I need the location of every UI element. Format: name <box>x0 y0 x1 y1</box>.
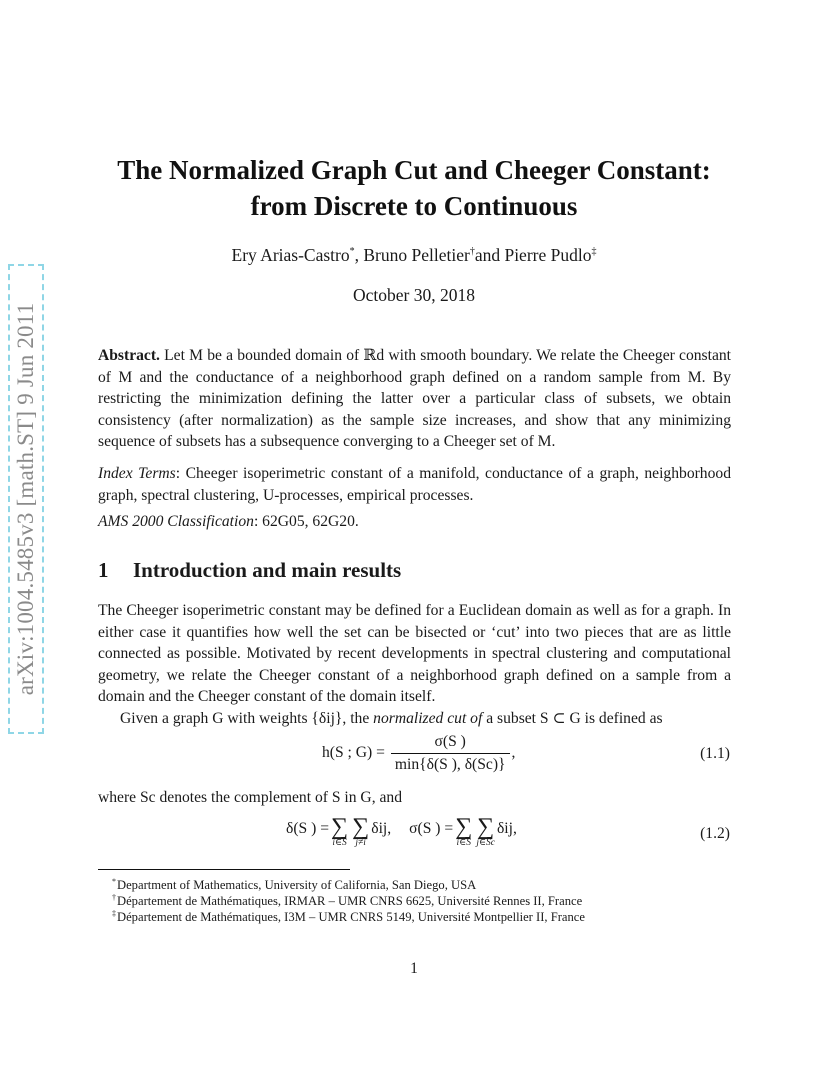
sum-sub-2b: j∈Sc <box>476 838 495 848</box>
author-3-mark: ‡ <box>591 246 597 257</box>
index-terms-label: Index Terms <box>98 465 176 482</box>
equation-1-1 <box>322 733 515 774</box>
paper-date: October 30, 2018 <box>353 285 475 305</box>
author-2: , Bruno Pelletier <box>354 245 470 265</box>
intro-p2-emphasis: normalized cut of <box>373 709 483 727</box>
arxiv-stamp <box>8 264 44 734</box>
page-number: 1 <box>410 960 418 977</box>
index-terms-text: : Cheeger isoperimetric constant of a manifold, conductance of a graph, neighborhood graph, spectral clustering, U-processes, empirical processes. <box>98 465 731 504</box>
eq1-numerator: σ(S ) <box>434 733 466 750</box>
eq1-lhs: h(S ; G) = <box>322 744 385 762</box>
sum-symbol-1b: ∑ j≠i <box>352 814 370 848</box>
author-1: Ery Arias-Castro <box>231 245 350 265</box>
footnote-2-text: Département de Mathématiques, IRMAR – UMR CNRS 6625, Université Rennes II, France <box>117 894 583 908</box>
footnote-3-mark: ‡ <box>112 909 116 918</box>
ams-text: : 62G05, 62G20. <box>253 513 359 530</box>
eq2-term-2: δij, <box>496 820 517 837</box>
abstract-text: Let M be a bounded domain of ℝd with smooth boundary. We relate the Cheeger constant of M and the conductance of a neighborhood graph defined on a random sample from M. By restricting the minimization defining the latter over a particular class of subsets, we obtain consistency (after normalization) as the sample size increases, and show that any minimizing sequence of subsets has a subsequence converging to a Cheeger set of M. <box>98 347 731 450</box>
eq2-lhs-1: δ(S ) = <box>286 820 329 837</box>
author-3: and Pierre Pudlo <box>474 245 592 265</box>
equation-label-1-2: (1.2) <box>700 825 730 842</box>
eq1-denominator: min{δ(S ), δ(Sc)} <box>391 753 510 774</box>
author-1-mark: * <box>349 246 355 257</box>
intro-paragraph-1: The Cheeger isoperimetric constant may be defined for a Euclidean domain as well as for a graph. In either case it quantifies how well the set can be bisected or ‘cut’ into two pieces that are as little connected as possible. Motivated by recent developments in spectral clustering and computational geometry, we relate the Cheeger constant of a neighborhood graph defined on a sample from a domain and the Cheeger constant of the domain itself. <box>98 602 731 705</box>
footnote-1-mark: * <box>112 877 116 886</box>
ams-classification <box>98 511 731 533</box>
eq1-fraction <box>391 733 510 774</box>
abstract-label: Abstract. <box>98 347 160 364</box>
abstract <box>98 345 731 453</box>
intro-p2-start: Given a graph G with weights {δij}, the <box>120 709 374 727</box>
author-2-mark: † <box>469 246 475 257</box>
intro-paragraph-2 <box>98 708 731 730</box>
sum-sub-1a: i∈S <box>332 838 347 848</box>
equation-label-1-1: (1.1) <box>700 745 730 762</box>
authors <box>0 245 828 266</box>
eq1-trail: , <box>511 744 516 762</box>
where-text: where Sc denotes the complement of S in G, and <box>98 789 403 806</box>
intro-p2-end: a subset S ⊂ G is defined as <box>482 709 663 727</box>
sum-symbol-2b: ∑ j∈Sc <box>476 814 495 848</box>
title-line-2: from Discrete to Continuous <box>250 191 578 221</box>
paper-title <box>0 152 828 224</box>
intro-text <box>98 600 731 729</box>
arxiv-stamp-text: arXiv:1004.5485v3 [math.ST] 9 Jun 2011 <box>13 302 38 696</box>
section-heading <box>98 558 401 583</box>
footnote-3-text: Département de Mathématiques, I3M – UMR CNRS 5149, Université Montpellier II, France <box>117 910 585 924</box>
sum-sub-1b: j≠i <box>355 838 366 848</box>
index-terms <box>98 463 731 506</box>
footnote-rule <box>98 869 350 870</box>
eq2-term-1: δij, <box>371 820 392 837</box>
footnote-3 <box>112 906 585 925</box>
equation-1-2 <box>286 816 517 848</box>
title-line-1: The Normalized Graph Cut and Cheeger Constant: <box>117 155 711 185</box>
section-number: 1 <box>98 558 109 582</box>
sum-sub-2a: i∈S <box>456 838 471 848</box>
sum-symbol-1a: ∑ i∈S <box>331 814 349 848</box>
section-title: Introduction and main results <box>133 558 402 582</box>
eq2-lhs-2: σ(S ) = <box>409 820 454 837</box>
sum-symbol-2a: ∑ i∈S <box>455 814 473 848</box>
footnote-2-mark: † <box>112 893 116 902</box>
ams-label: AMS 2000 Classification <box>98 513 254 530</box>
footnote-1-text: Department of Mathematics, University of California, San Diego, USA <box>117 878 477 892</box>
